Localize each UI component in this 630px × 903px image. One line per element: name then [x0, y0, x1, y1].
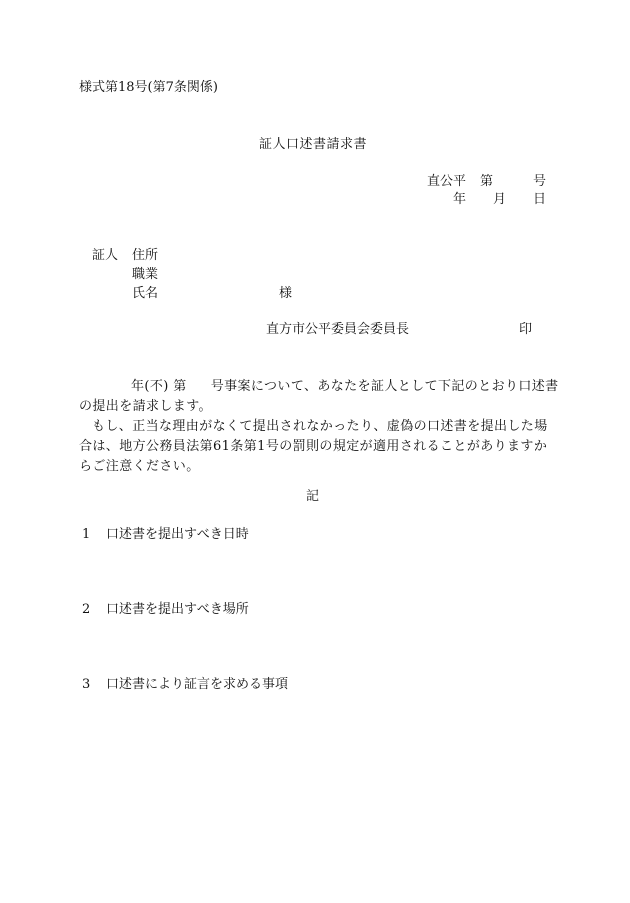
- document-title: 証人口述書請求書: [259, 137, 368, 152]
- witness-heading: 証人: [92, 248, 119, 263]
- request-year: 年: [131, 379, 145, 394]
- request-text: 号事案について、あなたを証人として下記のとおり口述書の提出を請求します。: [79, 379, 559, 414]
- form-number: 様式第18号(第7条関係): [79, 80, 218, 95]
- reference-org: 直公平: [427, 174, 467, 189]
- date-year: 年: [453, 192, 467, 207]
- issuer-title: 直方市公平委員会委員長: [266, 322, 410, 337]
- address-label: 住所: [132, 248, 159, 263]
- request-case-prefix: (不) 第: [144, 379, 187, 394]
- item-number: 1: [82, 527, 91, 542]
- item-text: 口述書を提出すべき日時: [106, 527, 249, 542]
- date-day: 日: [533, 192, 547, 207]
- name-label: 氏名: [132, 286, 159, 301]
- item-number: 3: [82, 677, 91, 692]
- request-paragraph: [79, 377, 559, 477]
- honorific-sama: 様: [279, 286, 293, 301]
- item-text: 口述書を提出すべき場所: [106, 602, 249, 617]
- ki-heading: 記: [306, 489, 320, 504]
- reference-dai: 第: [480, 174, 494, 189]
- penalty-warning: もし、正当な理由がなくて提出されなかったり、虚偽の口述書を提出した場合は、地方公務員法第61条第1号の罰則の規定が適用されることがありますからご注意ください。: [79, 419, 548, 474]
- date-month: 月: [493, 192, 507, 207]
- seal-mark: 印: [519, 322, 533, 337]
- item-text: 口述書により証言を求める事項: [106, 677, 289, 692]
- reference-go: 号: [533, 174, 547, 189]
- item-number: 2: [82, 602, 91, 617]
- occupation-label: 職業: [132, 267, 159, 282]
